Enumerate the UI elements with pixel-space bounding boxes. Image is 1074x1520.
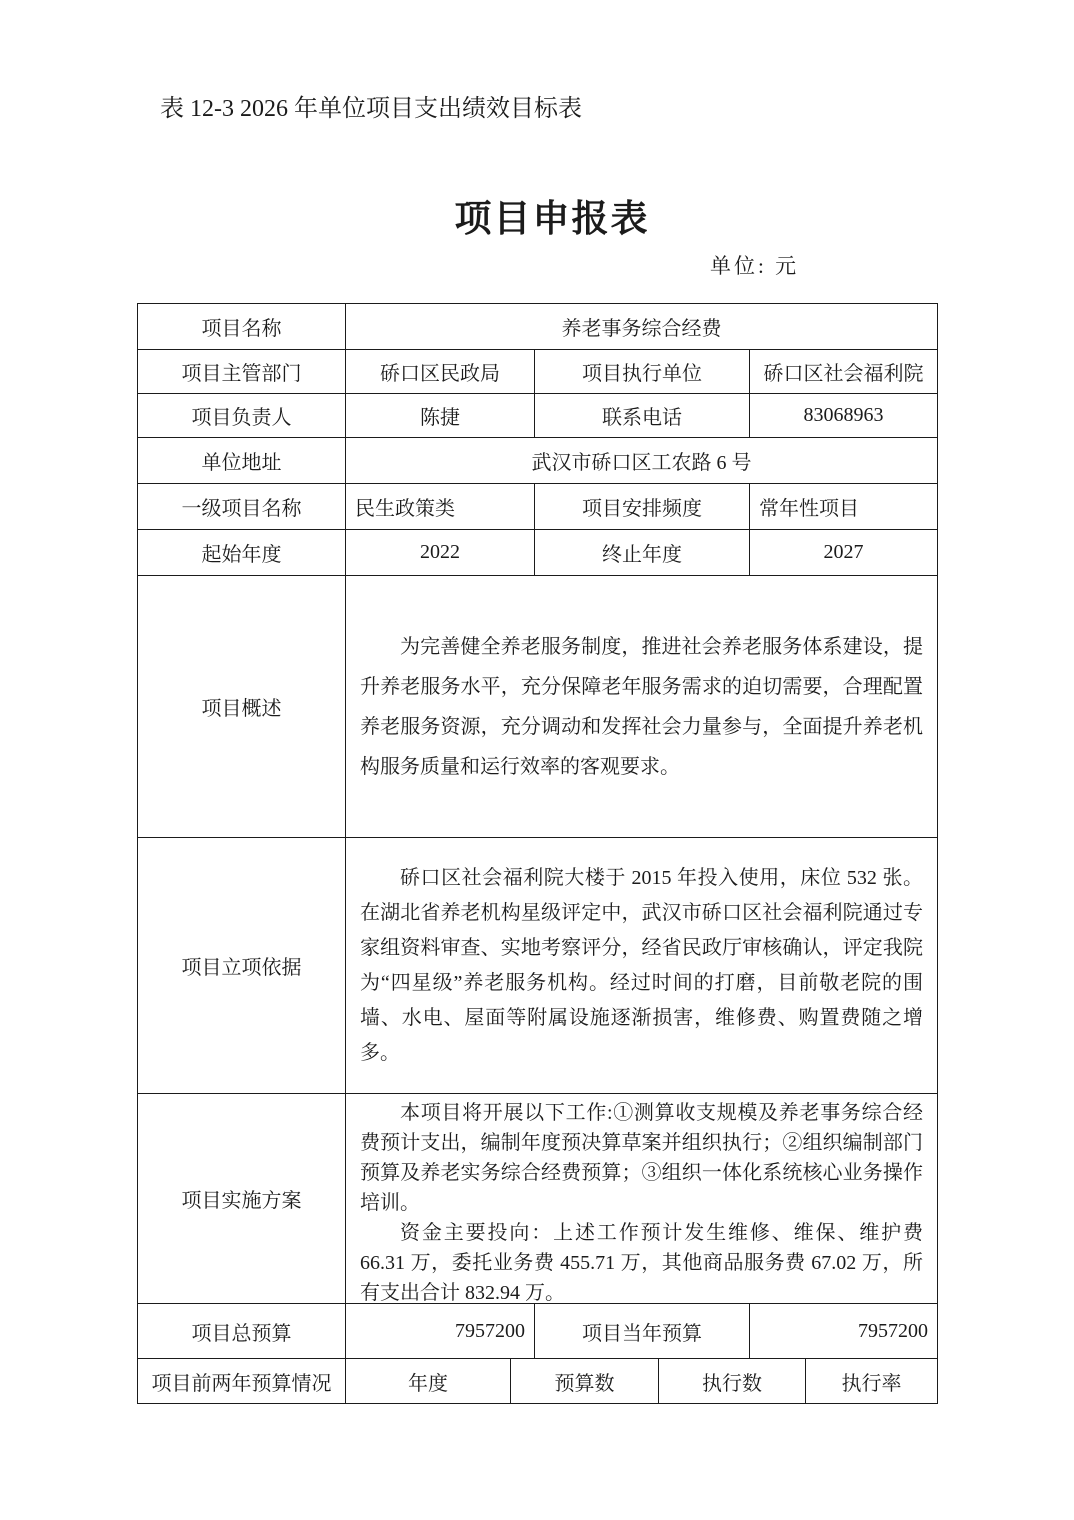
address-value: 武汉市硚口区工农路 6 号 xyxy=(346,438,938,484)
table-row-plan xyxy=(138,1094,938,1304)
executor-value: 硚口区社会福利院 xyxy=(750,350,938,394)
address-label: 单位地址 xyxy=(138,438,346,484)
overview-label: 项目概述 xyxy=(138,576,346,838)
supervisor-value: 硚口区民政局 xyxy=(346,350,535,394)
plan-paragraph-1: 本项目将开展以下工作:①测算收支规模及养老事务综合经费预计支出，编制年度预决算草案并组织执行；②组织编制部门预算及养老实务综合经费预算；③组织一体化系统核心业务操作培训。 xyxy=(360,1102,923,1214)
basis-text xyxy=(346,838,938,1094)
table-row-address xyxy=(138,438,938,484)
project-name-label: 项目名称 xyxy=(138,304,346,350)
phone-label: 联系电话 xyxy=(535,394,750,438)
table-row-budget xyxy=(138,1304,938,1359)
history-year-header: 年度 xyxy=(346,1359,511,1404)
doc-caption: 表 12-3 2026 年单位项目支出绩效目标表 xyxy=(160,96,582,122)
start-year-label: 起始年度 xyxy=(138,530,346,576)
history-executed-header: 执行数 xyxy=(659,1359,806,1404)
total-budget-value: 7957200 xyxy=(346,1304,535,1359)
table-row-overview xyxy=(138,576,938,838)
table-row-leader xyxy=(138,394,938,438)
current-budget-label: 项目当年预算 xyxy=(535,1304,750,1359)
category-label: 一级项目名称 xyxy=(138,484,346,530)
start-year-value: 2022 xyxy=(346,530,535,576)
end-year-label: 终止年度 xyxy=(535,530,750,576)
application-table xyxy=(137,303,938,1404)
history-budget-header: 预算数 xyxy=(511,1359,659,1404)
basis-paragraph: 硚口区社会福利院大楼于 2015 年投入使用，床位 532 张。在湖北省养老机构星级评定中，武汉市硚口区社会福利院通过专家组资料审查、实地考察评分，经省民政厅审核确认，评定我院为“四星级”养老服务机构。经过时间的打磨，目前敬老院的围墙、水电、屋面等附属设施逐渐损害，维修费、购置费随之增多。 xyxy=(360,866,923,1064)
leader-label: 项目负责人 xyxy=(138,394,346,438)
frequency-label: 项目安排频度 xyxy=(535,484,750,530)
plan-paragraph-2: 资金主要投向：上述工作预计发生维修、维保、维护费 66.31 万，委托业务费 455.71 万，其他商品服务费 67.02 万，所有支出合计 832.94 万。 xyxy=(360,1222,923,1304)
unit-note: 单位: 元 xyxy=(710,254,800,278)
supervisor-label: 项目主管部门 xyxy=(138,350,346,394)
table-row-history-header xyxy=(138,1359,938,1404)
table-row-departments xyxy=(138,350,938,394)
history-label: 项目前两年预算情况 xyxy=(138,1359,346,1404)
overview-paragraph: 为完善健全养老服务制度，推进社会养老服务体系建设，提升养老服务水平，充分保障老年服务需求的迫切需要，合理配置养老服务资源，充分调动和发挥社会力量参与，全面提升养老机构服务质量和运行效率的客观要求。 xyxy=(360,635,923,778)
leader-value: 陈捷 xyxy=(346,394,535,438)
table-row-years xyxy=(138,530,938,576)
plan-label: 项目实施方案 xyxy=(138,1094,346,1304)
basis-label: 项目立项依据 xyxy=(138,838,346,1094)
frequency-value: 常年性项目 xyxy=(750,484,938,530)
category-value: 民生政策类 xyxy=(346,484,535,530)
executor-label: 项目执行单位 xyxy=(535,350,750,394)
current-budget-value: 7957200 xyxy=(750,1304,938,1359)
table-row-project-name xyxy=(138,304,938,350)
form-title: 项目申报表 xyxy=(454,198,650,239)
plan-text xyxy=(346,1094,938,1304)
overview-text xyxy=(346,576,938,838)
project-name-value: 养老事务综合经费 xyxy=(346,304,938,350)
end-year-value: 2027 xyxy=(750,530,938,576)
phone-value: 83068963 xyxy=(750,394,938,438)
total-budget-label: 项目总预算 xyxy=(138,1304,346,1359)
history-rate-header: 执行率 xyxy=(806,1359,938,1404)
table-row-category xyxy=(138,484,938,530)
table-row-basis xyxy=(138,838,938,1094)
